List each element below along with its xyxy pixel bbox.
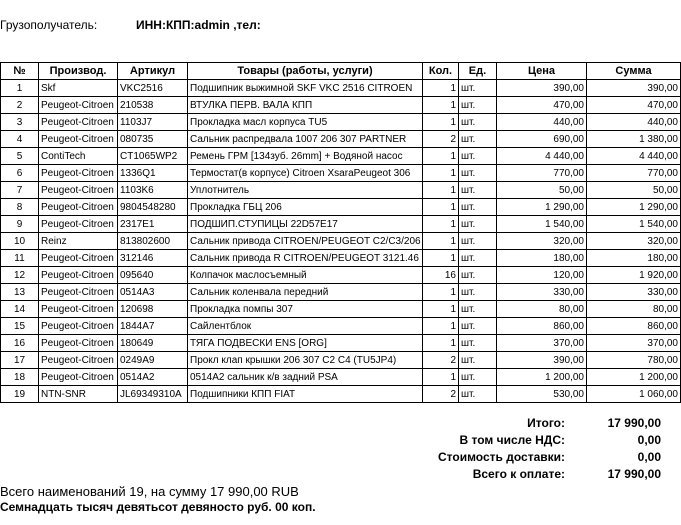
table-header-row xyxy=(1,63,681,80)
table-row xyxy=(1,80,681,97)
totals-row xyxy=(0,465,666,482)
cell-unit: шт. xyxy=(459,233,497,250)
cell-unit: шт. xyxy=(459,267,497,284)
vat-label: В том числе НДС: xyxy=(459,432,565,447)
col-header-sum: Сумма xyxy=(587,63,681,80)
cell-number: 14 xyxy=(1,301,39,318)
cell-number: 13 xyxy=(1,284,39,301)
cell-number: 2 xyxy=(1,97,39,114)
col-header-goods: Товары (работы, услуги) xyxy=(188,63,423,80)
cell-price: 1 200,00 xyxy=(497,369,587,386)
cell-qty: 1 xyxy=(423,97,459,114)
table-row xyxy=(1,148,681,165)
cell-sum: 320,00 xyxy=(587,233,681,250)
cell-number: 18 xyxy=(1,369,39,386)
cell-qty: 2 xyxy=(423,131,459,148)
cell-qty: 1 xyxy=(423,80,459,97)
cell-unit: шт. xyxy=(459,250,497,267)
cell-qty: 1 xyxy=(423,216,459,233)
table-row xyxy=(1,352,681,369)
summary-count-line: Всего наименований 19, на сумму 17 990,00 RUB xyxy=(0,484,299,499)
cell-manufacturer: NTN-SNR xyxy=(39,386,118,403)
table-row xyxy=(1,216,681,233)
cell-price: 440,00 xyxy=(497,114,587,131)
cell-unit: шт. xyxy=(459,352,497,369)
cell-manufacturer: Peugeot-Citroen xyxy=(39,284,118,301)
cell-manufacturer: Peugeot-Citroen xyxy=(39,199,118,216)
cell-qty: 2 xyxy=(423,352,459,369)
cell-goods: Сальник коленвала передний xyxy=(188,284,423,301)
cell-price: 770,00 xyxy=(497,165,587,182)
cell-price: 1 290,00 xyxy=(497,199,587,216)
table-row xyxy=(1,301,681,318)
cell-sum: 1 060,00 xyxy=(587,386,681,403)
cell-article: 1103K6 xyxy=(118,182,188,199)
cell-goods: Сальник привода R CITROEN/PEUGEOT 3121.46 xyxy=(188,250,423,267)
cell-sum: 1 290,00 xyxy=(587,199,681,216)
cell-goods: Сайлентблок xyxy=(188,318,423,335)
cell-goods: Прокладка ГБЦ 206 xyxy=(188,199,423,216)
table-row xyxy=(1,369,681,386)
cell-qty: 1 xyxy=(423,335,459,352)
cell-unit: шт. xyxy=(459,318,497,335)
cell-article: 1336Q1 xyxy=(118,165,188,182)
cell-price: 50,00 xyxy=(497,182,587,199)
cell-article: 0514A2 xyxy=(118,369,188,386)
cell-manufacturer: Peugeot-Citroen xyxy=(39,301,118,318)
cell-qty: 1 xyxy=(423,318,459,335)
cell-price: 470,00 xyxy=(497,97,587,114)
cell-article: 312146 xyxy=(118,250,188,267)
cell-number: 6 xyxy=(1,165,39,182)
cell-sum: 370,00 xyxy=(587,335,681,352)
col-header-number: № xyxy=(1,63,39,80)
cell-article: 120698 xyxy=(118,301,188,318)
cell-number: 5 xyxy=(1,148,39,165)
cell-sum: 780,00 xyxy=(587,352,681,369)
cell-number: 15 xyxy=(1,318,39,335)
col-header-qty: Кол. xyxy=(423,63,459,80)
vat-value: 0,00 xyxy=(637,432,661,447)
col-header-unit: Ед. xyxy=(459,63,497,80)
cell-goods: ВТУЛКА ПЕРВ. ВАЛА КПП xyxy=(188,97,423,114)
table-row xyxy=(1,199,681,216)
cell-unit: шт. xyxy=(459,97,497,114)
cell-sum: 390,00 xyxy=(587,80,681,97)
totals-row xyxy=(0,448,666,465)
col-header-article: Артикул xyxy=(118,63,188,80)
cell-sum: 1 540,00 xyxy=(587,216,681,233)
cell-qty: 1 xyxy=(423,148,459,165)
cell-number: 9 xyxy=(1,216,39,233)
cell-price: 330,00 xyxy=(497,284,587,301)
table-row xyxy=(1,131,681,148)
cell-number: 8 xyxy=(1,199,39,216)
cell-sum: 860,00 xyxy=(587,318,681,335)
invoice-table xyxy=(0,62,681,403)
cell-manufacturer: Peugeot-Citroen xyxy=(39,318,118,335)
cell-number: 7 xyxy=(1,182,39,199)
cell-number: 1 xyxy=(1,80,39,97)
cell-sum: 1 200,00 xyxy=(587,369,681,386)
table-row xyxy=(1,250,681,267)
cell-manufacturer: Peugeot-Citroen xyxy=(39,97,118,114)
cell-number: 10 xyxy=(1,233,39,250)
table-row xyxy=(1,284,681,301)
cell-price: 370,00 xyxy=(497,335,587,352)
cell-qty: 1 xyxy=(423,182,459,199)
cell-article: 0249A9 xyxy=(118,352,188,369)
cell-article: 9804548280 xyxy=(118,199,188,216)
cell-manufacturer: Peugeot-Citroen xyxy=(39,267,118,284)
cell-price: 690,00 xyxy=(497,131,587,148)
cell-goods: Прокладка помпы 307 xyxy=(188,301,423,318)
cell-unit: шт. xyxy=(459,131,497,148)
cell-qty: 1 xyxy=(423,233,459,250)
cell-goods: ТЯГА ПОДВЕСКИ ENS [ORG] xyxy=(188,335,423,352)
table-row xyxy=(1,165,681,182)
cell-article: 2317E1 xyxy=(118,216,188,233)
totals-block xyxy=(0,414,666,482)
cell-number: 16 xyxy=(1,335,39,352)
cell-price: 4 440,00 xyxy=(497,148,587,165)
cell-unit: шт. xyxy=(459,182,497,199)
table-row xyxy=(1,182,681,199)
cell-number: 11 xyxy=(1,250,39,267)
table-row xyxy=(1,386,681,403)
cell-unit: шт. xyxy=(459,114,497,131)
delivery-value: 0,00 xyxy=(637,449,661,464)
cell-sum: 440,00 xyxy=(587,114,681,131)
cell-qty: 16 xyxy=(423,267,459,284)
cell-article: JL69349310A xyxy=(118,386,188,403)
summary-words-line: Семнадцать тысяч девятьсот девяносто руб. 00 коп. xyxy=(0,500,316,514)
cell-sum: 80,00 xyxy=(587,301,681,318)
cell-price: 860,00 xyxy=(497,318,587,335)
cell-manufacturer: Peugeot-Citroen xyxy=(39,131,118,148)
cell-unit: шт. xyxy=(459,165,497,182)
cell-unit: шт. xyxy=(459,148,497,165)
cell-article: 095640 xyxy=(118,267,188,284)
cell-goods: ПОДШИП.СТУПИЦЫ 22D57E17 xyxy=(188,216,423,233)
cell-qty: 1 xyxy=(423,165,459,182)
cell-sum: 1 920,00 xyxy=(587,267,681,284)
grand-total-value: 17 990,00 xyxy=(607,466,661,481)
cell-unit: шт. xyxy=(459,199,497,216)
cell-manufacturer: Peugeot-Citroen xyxy=(39,216,118,233)
cell-manufacturer: Peugeot-Citroen xyxy=(39,369,118,386)
cell-manufacturer: ContiTech xyxy=(39,148,118,165)
cell-article: VKC2516 xyxy=(118,80,188,97)
cell-goods: Сальник распредвала 1007 206 307 PARTNER xyxy=(188,131,423,148)
cell-unit: шт. xyxy=(459,80,497,97)
cell-number: 19 xyxy=(1,386,39,403)
cell-qty: 2 xyxy=(423,386,459,403)
delivery-label: Стоимость доставки: xyxy=(437,449,565,464)
cell-qty: 1 xyxy=(423,369,459,386)
cell-price: 120,00 xyxy=(497,267,587,284)
cell-article: 1844A7 xyxy=(118,318,188,335)
cell-manufacturer: Peugeot-Citroen xyxy=(39,182,118,199)
cell-qty: 1 xyxy=(423,301,459,318)
totals-row xyxy=(0,414,666,431)
cell-goods: Колпачок маслосъемный xyxy=(188,267,423,284)
cell-article: 1103J7 xyxy=(118,114,188,131)
cell-sum: 330,00 xyxy=(587,284,681,301)
cell-sum: 470,00 xyxy=(587,97,681,114)
table-row xyxy=(1,97,681,114)
cell-manufacturer: Skf xyxy=(39,80,118,97)
cell-number: 3 xyxy=(1,114,39,131)
total-value: 17 990,00 xyxy=(607,415,661,430)
table-row xyxy=(1,233,681,250)
cell-goods: Подшипник выжимной SKF VKC 2516 CITROEN xyxy=(188,80,423,97)
cell-qty: 1 xyxy=(423,114,459,131)
col-header-manufacturer: Производ. xyxy=(39,63,118,80)
cell-unit: шт. xyxy=(459,386,497,403)
grand-total-label: Всего к оплате: xyxy=(472,466,565,481)
cell-goods: Ремень ГРМ [134зуб. 26mm] + Водяной насос xyxy=(188,148,423,165)
cell-price: 530,00 xyxy=(497,386,587,403)
col-header-price: Цена xyxy=(497,63,587,80)
cell-sum: 1 380,00 xyxy=(587,131,681,148)
cell-number: 4 xyxy=(1,131,39,148)
cell-price: 80,00 xyxy=(497,301,587,318)
cell-goods: 0514A2 сальник к/в задний PSA xyxy=(188,369,423,386)
cell-article: 813802600 xyxy=(118,233,188,250)
cell-article: CT1065WP2 xyxy=(118,148,188,165)
cell-price: 390,00 xyxy=(497,80,587,97)
cell-article: 080735 xyxy=(118,131,188,148)
cell-unit: шт. xyxy=(459,284,497,301)
cell-price: 390,00 xyxy=(497,352,587,369)
cell-manufacturer: Peugeot-Citroen xyxy=(39,250,118,267)
table-row xyxy=(1,114,681,131)
cell-sum: 770,00 xyxy=(587,165,681,182)
cell-price: 180,00 xyxy=(497,250,587,267)
cell-sum: 50,00 xyxy=(587,182,681,199)
consignee-label: Грузополучатель: xyxy=(0,18,98,32)
cell-unit: шт. xyxy=(459,369,497,386)
cell-goods: Подшипники КПП FIAT xyxy=(188,386,423,403)
cell-manufacturer: Peugeot-Citroen xyxy=(39,114,118,131)
cell-goods: Прокладка масл корпуса TU5 xyxy=(188,114,423,131)
cell-price: 1 540,00 xyxy=(497,216,587,233)
table-row xyxy=(1,267,681,284)
cell-article: 180649 xyxy=(118,335,188,352)
total-label: Итого: xyxy=(527,415,565,430)
cell-manufacturer: Peugeot-Citroen xyxy=(39,352,118,369)
cell-number: 12 xyxy=(1,267,39,284)
cell-unit: шт. xyxy=(459,335,497,352)
cell-goods: Прокл клап крышки 206 307 C2 C4 (TU5JP4) xyxy=(188,352,423,369)
totals-row xyxy=(0,431,666,448)
cell-sum: 180,00 xyxy=(587,250,681,267)
cell-goods: Термостат(в корпусе) Citroen XsaraPeugeot 306 xyxy=(188,165,423,182)
cell-goods: Сальник привода CITROEN/PEUGEOT C2/C3/206 xyxy=(188,233,423,250)
cell-price: 320,00 xyxy=(497,233,587,250)
cell-unit: шт. xyxy=(459,216,497,233)
cell-article: 0514A3 xyxy=(118,284,188,301)
cell-qty: 1 xyxy=(423,284,459,301)
table-row xyxy=(1,335,681,352)
cell-article: 210538 xyxy=(118,97,188,114)
cell-manufacturer: Peugeot-Citroen xyxy=(39,165,118,182)
cell-unit: шт. xyxy=(459,301,497,318)
cell-sum: 4 440,00 xyxy=(587,148,681,165)
cell-qty: 1 xyxy=(423,250,459,267)
table-row xyxy=(1,318,681,335)
cell-number: 17 xyxy=(1,352,39,369)
cell-manufacturer: Peugeot-Citroen xyxy=(39,335,118,352)
cell-goods: Уплотнитель xyxy=(188,182,423,199)
cell-manufacturer: Reinz xyxy=(39,233,118,250)
cell-qty: 1 xyxy=(423,199,459,216)
consignee-value: ИНН:КПП:admin ,тел: xyxy=(136,18,261,32)
